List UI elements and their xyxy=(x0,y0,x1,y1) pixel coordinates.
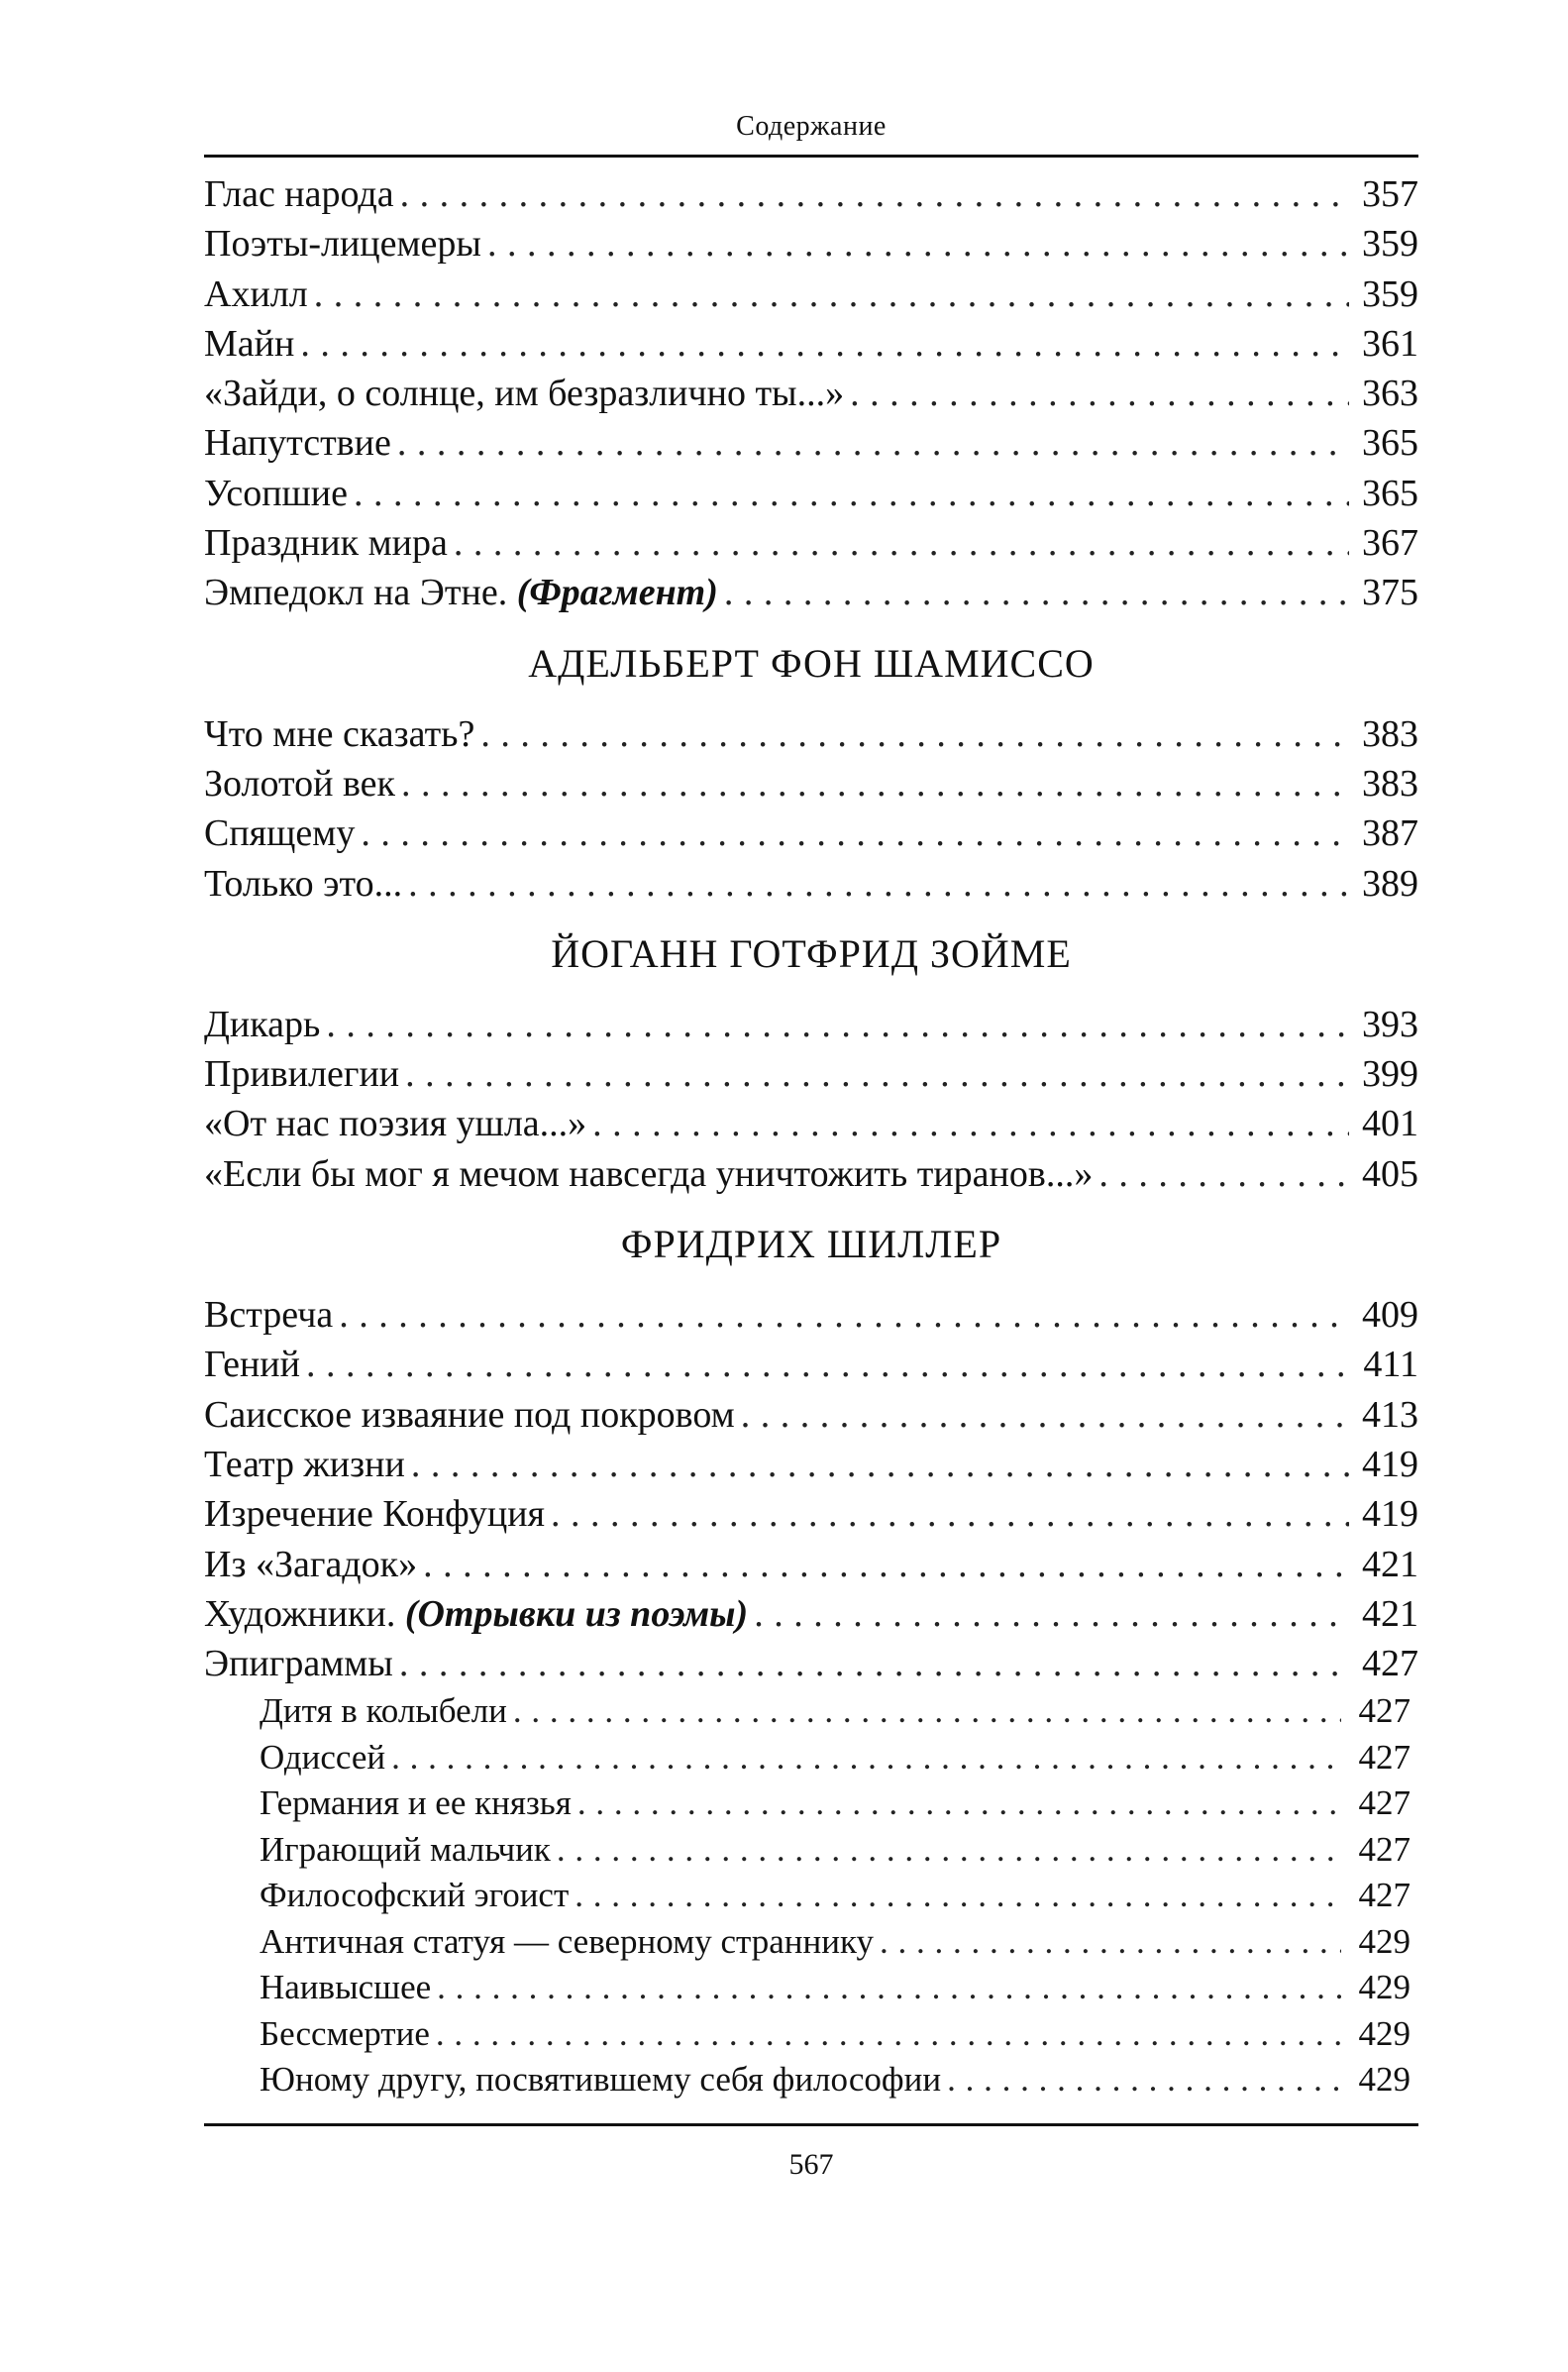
entry-title-text: Золотой век xyxy=(204,762,395,805)
toc-subentry xyxy=(204,1965,1418,2011)
toc-subentry xyxy=(204,2057,1418,2103)
toc-entry xyxy=(204,1290,1418,1340)
toc-entry xyxy=(204,518,1418,568)
entry-page-number: 421 xyxy=(1362,1592,1418,1635)
dot-leader xyxy=(513,1688,1341,1735)
entry-title-text: Ахилл xyxy=(204,272,308,315)
toc-entry xyxy=(204,1149,1418,1199)
entry-page-number: 427 xyxy=(1358,1876,1411,1915)
entry-title xyxy=(204,219,481,269)
toc-entry xyxy=(204,709,1418,759)
entry-title-text: Встреча xyxy=(204,1294,334,1337)
entry-page-number: 421 xyxy=(1362,1543,1418,1585)
dot-leader xyxy=(411,1440,1349,1489)
entry-title xyxy=(260,2011,430,2058)
entry-title-text: Привилегии xyxy=(204,1053,400,1096)
toc-subentry xyxy=(204,1688,1418,1735)
entry-page-number: 411 xyxy=(1363,1344,1418,1386)
entry-title xyxy=(260,1780,572,1827)
entry-page-number: 363 xyxy=(1362,373,1418,415)
entry-title xyxy=(204,1390,735,1440)
entry-title-text: Философский эгоист xyxy=(260,1876,570,1915)
entry-page-number: 383 xyxy=(1362,762,1418,805)
dot-leader xyxy=(454,518,1349,568)
entry-title xyxy=(204,859,402,909)
toc-entry xyxy=(204,1440,1418,1489)
entry-title-text: Только это... xyxy=(204,862,403,905)
toc-subentry xyxy=(204,1919,1418,1966)
entry-title xyxy=(204,518,448,568)
entry-title-text: Одиссей xyxy=(260,1737,386,1777)
entry-title xyxy=(204,1589,748,1639)
entry-title xyxy=(204,759,395,809)
entry-title xyxy=(260,1735,385,1781)
entry-page-number: 405 xyxy=(1362,1152,1418,1195)
dot-leader xyxy=(947,2057,1341,2103)
dot-leader xyxy=(754,1589,1349,1639)
dot-leader xyxy=(405,1049,1349,1099)
entry-page-number: 389 xyxy=(1362,862,1418,905)
toc-entry xyxy=(204,369,1418,418)
toc-subentry xyxy=(204,1780,1418,1827)
toc-subentry xyxy=(204,1873,1418,1919)
toc-entry xyxy=(204,1639,1418,1688)
entry-title xyxy=(260,1919,874,1966)
entry-title-text: Эмпедокл на Этне. xyxy=(204,572,508,614)
entry-title-italic: (Фрагмент) xyxy=(516,572,718,614)
toc-entry xyxy=(204,1390,1418,1440)
entry-title-text: Германия и ее князья xyxy=(260,1783,572,1823)
section-heading: ФРИДРИХ ШИЛЛЕР xyxy=(620,1222,1002,1267)
entry-page-number: 375 xyxy=(1362,572,1418,614)
entry-page-number: 401 xyxy=(1362,1103,1418,1145)
bottom-rule xyxy=(204,2123,1418,2126)
dot-leader xyxy=(423,1540,1349,1589)
toc-entry xyxy=(204,1489,1418,1539)
entry-title-text: Дитя в колыбели xyxy=(260,1691,507,1731)
entry-title-text: Из «Загадок» xyxy=(204,1543,418,1585)
entry-title-text: Поэты-лицемеры xyxy=(204,223,481,266)
dot-leader xyxy=(408,859,1349,909)
entry-title xyxy=(204,1049,399,1099)
dot-leader xyxy=(551,1489,1349,1539)
section-heading: ЙОГАНН ГОТФРИД ЗОЙМЕ xyxy=(551,930,1072,976)
entry-page-number: 419 xyxy=(1362,1493,1418,1536)
entry-page-number: 427 xyxy=(1358,1737,1411,1777)
toc-entry xyxy=(204,1049,1418,1099)
entry-title-text: Художники. xyxy=(204,1592,396,1635)
dot-leader xyxy=(326,1000,1349,1049)
entry-title xyxy=(204,369,844,418)
toc-entry xyxy=(204,568,1418,617)
entry-page-number: 365 xyxy=(1362,472,1418,514)
dot-leader xyxy=(399,1639,1349,1688)
entry-title xyxy=(204,418,391,468)
entry-page-number: 427 xyxy=(1358,1783,1411,1823)
entry-page-number: 429 xyxy=(1358,1921,1411,1961)
entry-title-text: Театр жизни xyxy=(204,1443,405,1485)
dot-leader xyxy=(437,1965,1341,2011)
toc-subentry xyxy=(204,1735,1418,1781)
entry-page-number: 367 xyxy=(1362,522,1418,565)
entry-title-text: Спящему xyxy=(204,812,356,855)
running-head: Содержание xyxy=(736,111,887,142)
entry-title xyxy=(260,1688,507,1735)
entry-page-number: 429 xyxy=(1358,2060,1411,2100)
toc-entry xyxy=(204,759,1418,809)
entry-title-text: Бессмертие xyxy=(260,2013,430,2053)
entry-title xyxy=(204,169,394,219)
entry-title-text: «От нас поэзия ушла...» xyxy=(204,1103,587,1145)
dot-leader xyxy=(300,319,1349,369)
dot-leader xyxy=(850,369,1349,418)
entry-title-text: Усопшие xyxy=(204,472,349,514)
entry-title-text: Античная статуя — северному страннику xyxy=(260,1921,875,1961)
dot-leader xyxy=(400,169,1349,219)
entry-page-number: 427 xyxy=(1362,1643,1418,1685)
dot-leader xyxy=(480,709,1349,759)
entry-title xyxy=(204,1340,300,1389)
entry-title xyxy=(260,1827,551,1874)
entry-title-text: Юному другу, посвятившему себя философии xyxy=(260,2060,942,2100)
entry-title-text: Майн xyxy=(204,322,295,365)
entry-title-text: Глас народа xyxy=(204,173,394,215)
entry-title-text: Праздник мира xyxy=(204,522,448,565)
toc-entry xyxy=(204,469,1418,518)
entry-page-number: 427 xyxy=(1358,1691,1411,1731)
entry-title xyxy=(204,1489,545,1539)
dot-leader xyxy=(306,1340,1349,1389)
entry-page-number: 359 xyxy=(1362,272,1418,315)
entry-title-italic: (Отрывки из поэмы) xyxy=(404,1592,749,1635)
entry-page-number: 413 xyxy=(1362,1393,1418,1436)
dot-leader xyxy=(397,418,1349,468)
entry-title xyxy=(260,1965,431,2011)
toc-entry xyxy=(204,319,1418,369)
toc-entry xyxy=(204,1099,1418,1148)
entry-title xyxy=(260,2057,941,2103)
entry-page-number: 361 xyxy=(1362,322,1418,365)
dot-leader xyxy=(314,270,1349,319)
toc-entry xyxy=(204,859,1418,909)
dot-leader xyxy=(592,1099,1349,1148)
book-page xyxy=(204,99,1418,2182)
entry-title-text: Саисское изваяние под покровом xyxy=(204,1393,735,1436)
dot-leader xyxy=(724,568,1349,617)
entry-title xyxy=(204,568,718,617)
dot-leader xyxy=(401,759,1349,809)
page-number: 567 xyxy=(788,2147,834,2181)
entry-title xyxy=(204,1290,333,1340)
toc-entry xyxy=(204,270,1418,319)
top-rule xyxy=(204,155,1418,158)
entry-title xyxy=(204,1149,1093,1199)
entry-page-number: 387 xyxy=(1362,812,1418,855)
entry-title xyxy=(204,1540,417,1589)
toc-entry xyxy=(204,1589,1418,1639)
section-heading: АДЕЛЬБЕРТ ФОН ШАМИССО xyxy=(528,640,1095,686)
dot-leader xyxy=(487,219,1349,269)
entry-title-text: Эпиграммы xyxy=(204,1643,393,1685)
entry-page-number: 359 xyxy=(1362,223,1418,266)
entry-title xyxy=(204,1099,586,1148)
entry-page-number: 427 xyxy=(1358,1829,1411,1869)
entry-page-number: 409 xyxy=(1362,1294,1418,1337)
entry-title-text: «Зайди, о солнце, им безразлично ты...» xyxy=(204,373,845,415)
toc-entry xyxy=(204,418,1418,468)
entry-title-text: Дикарь xyxy=(204,1003,321,1045)
entry-page-number: 365 xyxy=(1362,422,1418,465)
dot-leader xyxy=(354,469,1349,518)
toc-entry xyxy=(204,219,1418,269)
entry-title xyxy=(204,809,355,858)
entry-title xyxy=(204,1639,393,1688)
entry-page-number: 419 xyxy=(1362,1443,1418,1485)
entry-title xyxy=(204,709,474,759)
entry-page-number: 429 xyxy=(1358,1968,1411,2007)
toc-entry xyxy=(204,1540,1418,1589)
toc-subentry xyxy=(204,1827,1418,1874)
entry-title xyxy=(204,1440,405,1489)
entry-title xyxy=(260,1873,569,1919)
dot-leader xyxy=(557,1827,1341,1874)
entry-page-number: 393 xyxy=(1362,1003,1418,1045)
dot-leader xyxy=(1098,1149,1349,1199)
toc-entry xyxy=(204,1000,1418,1049)
toc-entry xyxy=(204,169,1418,219)
dot-leader xyxy=(577,1780,1341,1827)
dot-leader xyxy=(391,1735,1341,1781)
entry-title xyxy=(204,319,294,369)
toc-entry xyxy=(204,809,1418,858)
entry-title xyxy=(204,270,308,319)
dot-leader xyxy=(575,1873,1341,1919)
entry-title xyxy=(204,469,348,518)
toc-entry xyxy=(204,1340,1418,1389)
table-of-contents xyxy=(204,169,1418,2103)
entry-page-number: 399 xyxy=(1362,1053,1418,1096)
entry-page-number: 383 xyxy=(1362,712,1418,755)
entry-page-number: 429 xyxy=(1358,2013,1411,2053)
entry-title-text: Изречение Конфуция xyxy=(204,1493,546,1536)
entry-title-text: Что мне сказать? xyxy=(204,712,475,755)
entry-title-text: Гений xyxy=(204,1344,300,1386)
dot-leader xyxy=(741,1390,1349,1440)
entry-page-number: 357 xyxy=(1362,173,1418,215)
dot-leader xyxy=(436,2011,1341,2058)
entry-title-text: Напутствие xyxy=(204,422,391,465)
entry-title-text: Играющий мальчик xyxy=(260,1829,551,1869)
toc-subentry xyxy=(204,2011,1418,2058)
entry-title-text: «Если бы мог я мечом навсегда уничтожить тиранов...» xyxy=(204,1152,1094,1195)
entry-title xyxy=(204,1000,320,1049)
dot-leader xyxy=(361,809,1349,858)
entry-title-text: Наивысшее xyxy=(260,1968,432,2007)
dot-leader xyxy=(339,1290,1349,1340)
dot-leader xyxy=(880,1919,1341,1966)
